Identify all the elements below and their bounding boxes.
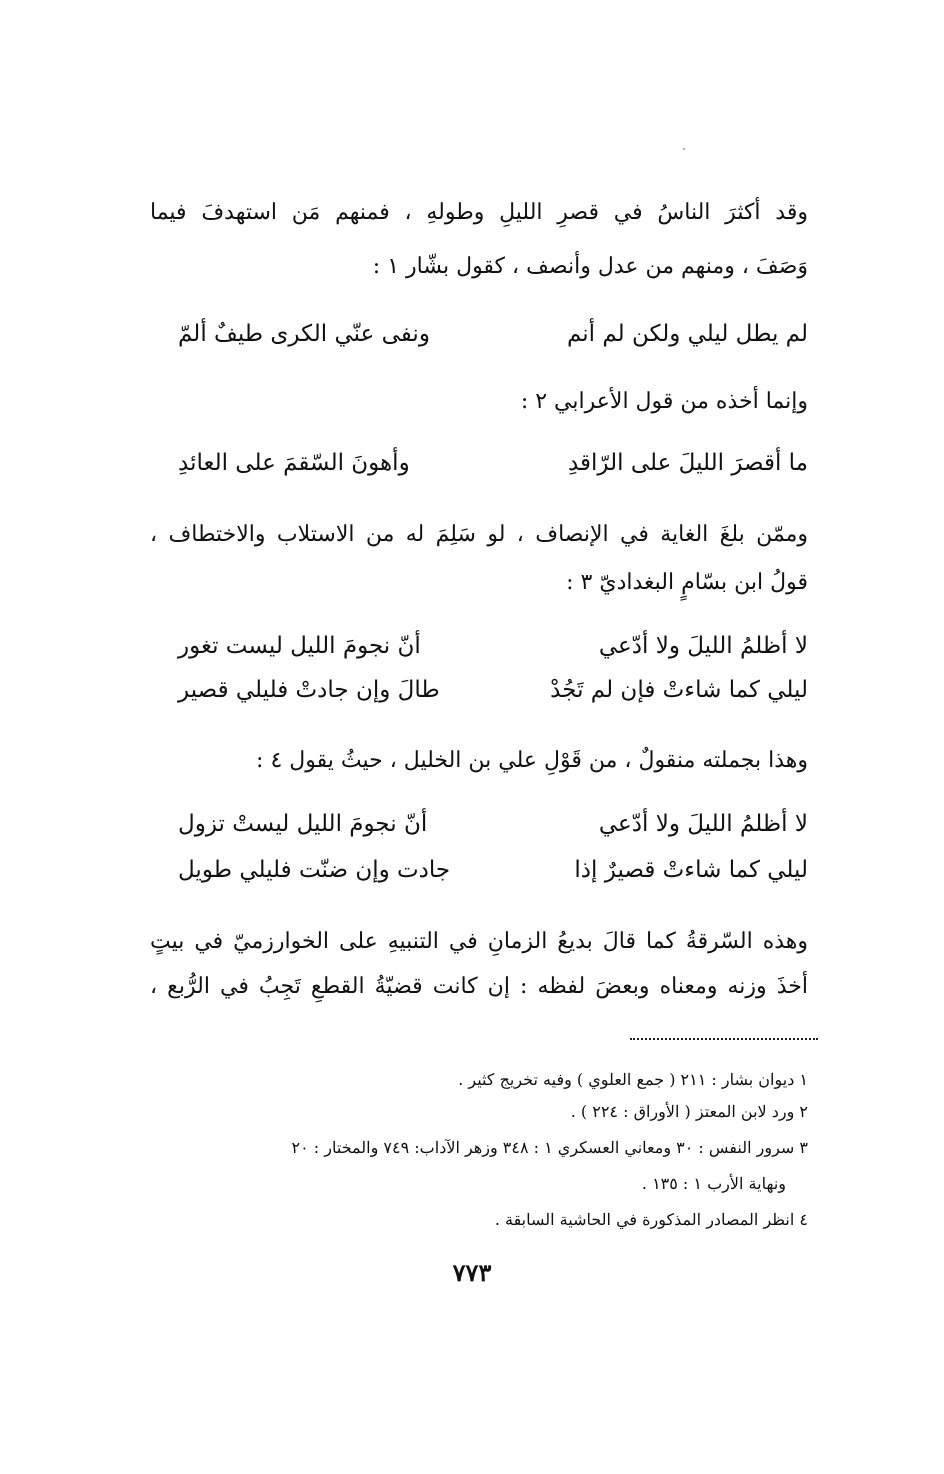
paragraph-5-line-2: أخذَ وزنه ومعناه وبعضَ لفظه : إن كانت قضيّةُ القطعِ تَجِبُ في الرُّبع ، bbox=[150, 974, 808, 999]
verse-4-line-1 bbox=[178, 806, 808, 842]
verse-1-first-hemistich: لم يطل ليلي ولكن لم أنم bbox=[566, 321, 808, 347]
footnote-2: ٢ ورد لابن المعتز ( الأوراق : ٢٢٤ ) . bbox=[570, 1102, 808, 1121]
verse-4-line-2-first-hemistich: ليلي كما شاءتْ قصيرٌ إذا bbox=[574, 857, 808, 883]
verse-3-line-2 bbox=[178, 672, 808, 708]
paragraph-2: وإنما أخذه من قول الأعرابي ٢ : bbox=[520, 389, 808, 414]
verse-3-line-2-second-hemistich: طالَ وإن جادتْ فليلي قصير bbox=[178, 677, 440, 703]
paragraph-4: وهذا بجملته منقولٌ ، من قَوْلِ علي بن الخليل ، حيثُ يقول ٤ : bbox=[256, 748, 808, 773]
verse-3-line-1-second-hemistich: أنّ نجومَ الليل ليست تغور bbox=[178, 633, 421, 659]
verse-1-second-hemistich: ونفى عنّي الكرى طيفٌ ألمّ bbox=[178, 321, 430, 347]
paragraph-3-line-1: وممّن بلغَ الغاية في الإنصاف ، لو سَلِمَ له من الاستلاب والاختطاف ، bbox=[150, 522, 808, 547]
verse-2-second-hemistich: وأهونَ السّقمَ على العائدِ bbox=[178, 450, 410, 476]
verse-3-line-2-first-hemistich: ليلي كما شاءتْ فإن لم تَجُدْ bbox=[550, 677, 808, 703]
footnote-3: ٣ سرور النفس : ٣٠ ومعاني العسكري ١ : ٣٤٨ وزهر الآداب: ٧٤٩ والمختار : ٢٠ bbox=[291, 1138, 808, 1157]
paragraph-5-line-1: وهذه السّرقةُ كما قالَ بديعُ الزمانِ في التنبيهِ على الخوارزميّ في بيتٍ bbox=[150, 929, 808, 954]
verse-4-line-1-first-hemistich: لا أظلمُ الليلَ ولا أدّعي bbox=[598, 811, 808, 837]
scan-speck bbox=[683, 148, 685, 150]
page-number: ٧٧٣ bbox=[452, 1258, 492, 1287]
footnote-divider bbox=[630, 1038, 818, 1040]
paragraph-1-line-1: وقد أكثرَ الناسُ في قصرِ الليلِ وطولهِ ، فمنهم مَن استهدفَ فيما bbox=[150, 200, 808, 225]
verse-3-line-1-first-hemistich: لا أظلمُ الليلَ ولا أدّعي bbox=[598, 633, 808, 659]
verse-4-line-2 bbox=[178, 852, 808, 888]
paragraph-3-line-2: قولُ ابن بسّامٍ البغداديّ ٣ : bbox=[566, 570, 808, 595]
paragraph-1-line-2: وَصَفَ ، ومنهم من عدل وأنصف ، كقول بشّار ١ : bbox=[372, 254, 808, 279]
verse-2 bbox=[178, 445, 808, 481]
footnote-3-continuation: ونهاية الأرب ١ : ١٣٥ . bbox=[641, 1174, 786, 1193]
verse-3-line-1 bbox=[178, 628, 808, 664]
verse-4-line-1-second-hemistich: أنّ نجومَ الليل ليستْ تزول bbox=[178, 811, 428, 837]
footnote-1: ١ ديوان بشار : ٢١١ ( جمع العلوي ) وفيه تخريج كثير . bbox=[458, 1070, 808, 1089]
verse-4-line-2-second-hemistich: جادت وإن ضنّت فليلي طويل bbox=[178, 857, 451, 883]
verse-2-first-hemistich: ما أقصرَ الليلَ على الرّاقدِ bbox=[567, 450, 808, 476]
verse-1 bbox=[178, 316, 808, 352]
footnote-4: ٤ انظر المصادر المذكورة في الحاشية السابقة . bbox=[494, 1210, 808, 1229]
